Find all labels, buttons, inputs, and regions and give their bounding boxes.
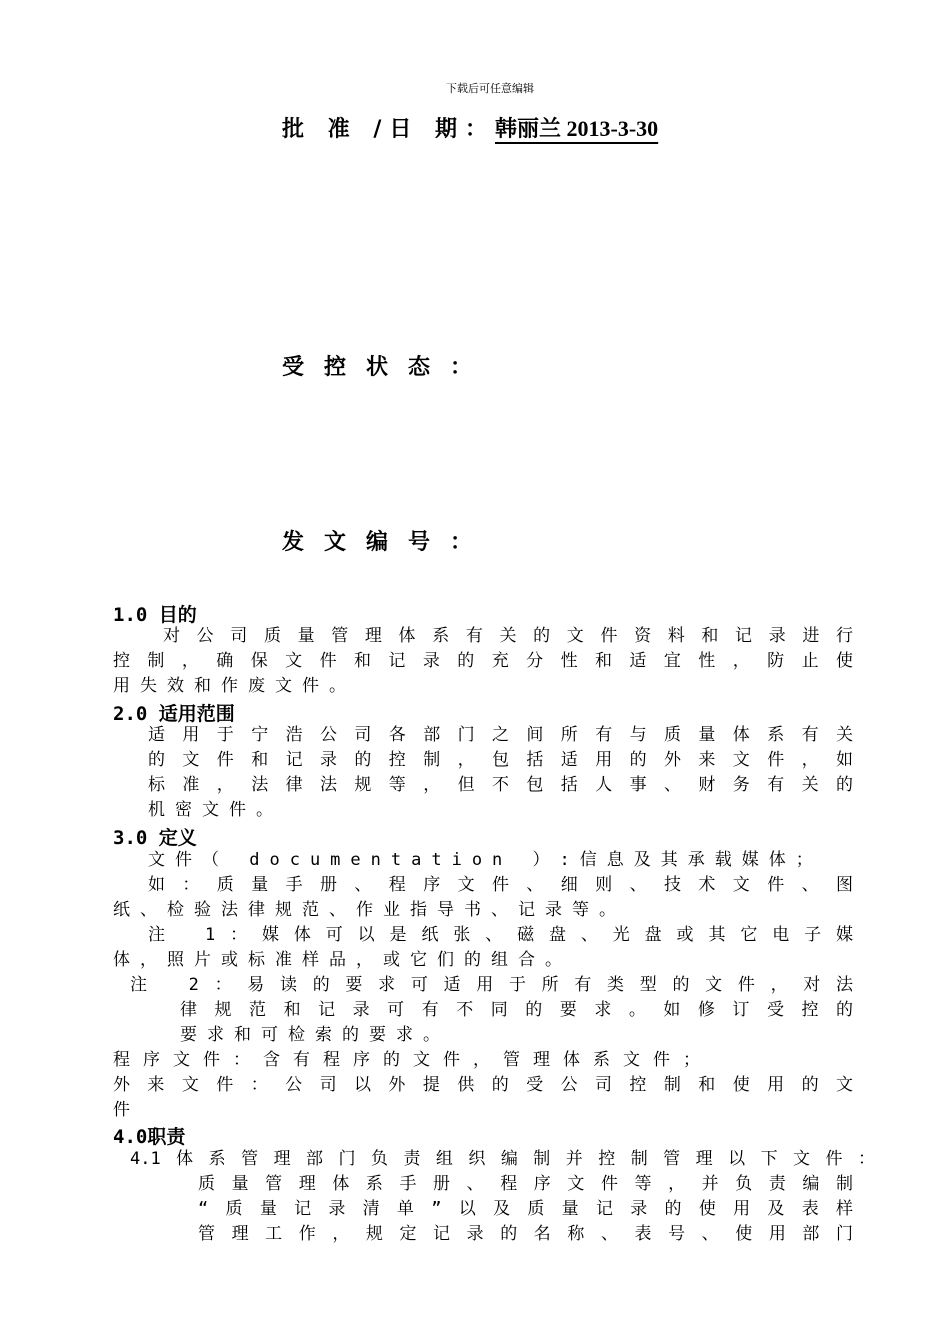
section-1-line: 控制，确保文件和记录的充分性和适宜性，防止使 [113,651,853,671]
section-1-line: 对公司质量管理体系有关的文件资料和记录进行 [163,626,853,646]
section-2-heading: 2.0 适用范围 [113,703,235,725]
section-1-line: 用失效和作废文件。 [113,676,356,696]
approval-line [282,112,684,143]
header-note: 下载后可任意编辑 [446,82,534,95]
section-3-line: 要求和可检索的要求。 [180,1025,450,1045]
section-2-line: 的文件和记录的控制，包括适用的外来文件，如 [148,750,853,770]
section-4-line: 4.1体系管理部门负责组织编制并控制管理以下文件： [130,1149,875,1169]
control-status-label: 受控状态： [282,355,493,380]
section-4-heading: 4.0职责 [113,1126,186,1148]
section-4-line: 管理工作，规定记录的名称、表号、使用部门 [198,1224,853,1244]
section-2-line: 机密文件。 [148,800,283,820]
approval-value: 韩丽兰 2013-3-30 [495,116,659,141]
section-3-line: 程序文件：含有程序的文件，管理体系文件； [113,1050,713,1070]
section-1-heading: 1.0 目的 [113,604,197,626]
section-3-line: 体，照片或标准样品，或它们的组合。 [113,950,572,970]
approval-label: 批 准 /日 期： [282,117,496,142]
section-4-line: “质量记录清单”以及质量记录的使用及表样 [198,1199,853,1219]
section-3-line: 纸、检验法律规范、作业指导书、记录等。 [113,900,626,920]
section-3-heading: 3.0 定义 [113,827,197,849]
section-3-line: 注 1：媒体可以是纸张、磁盘、光盘或其它电子媒 [148,925,853,945]
section-3-line: 件 [113,1100,130,1120]
section-2-line: 适用于宁浩公司各部门之间所有与质量体系有关 [148,725,853,745]
section-3-line: 文件（ documentation ）:信息及其承载媒体； [148,850,823,870]
section-3-line: 注 2：易读的要求可适用于所有类型的文件，对法 [130,975,853,995]
section-3-line: 律规范和记录可有不同的要求。如修订受控的 [180,1000,853,1020]
section-2-line: 标准，法律法规等，但不包括人事、财务有关的 [148,775,853,795]
section-3-line: 如：质量手册、程序文件、细则、技术文件、图 [148,875,853,895]
section-3-line: 外来文件：公司以外提供的受公司控制和使用的文 [113,1075,853,1095]
doc-number-label: 发文编号： [282,530,493,555]
section-4-line: 质量管理体系手册、程序文件等，并负责编制 [198,1174,853,1194]
